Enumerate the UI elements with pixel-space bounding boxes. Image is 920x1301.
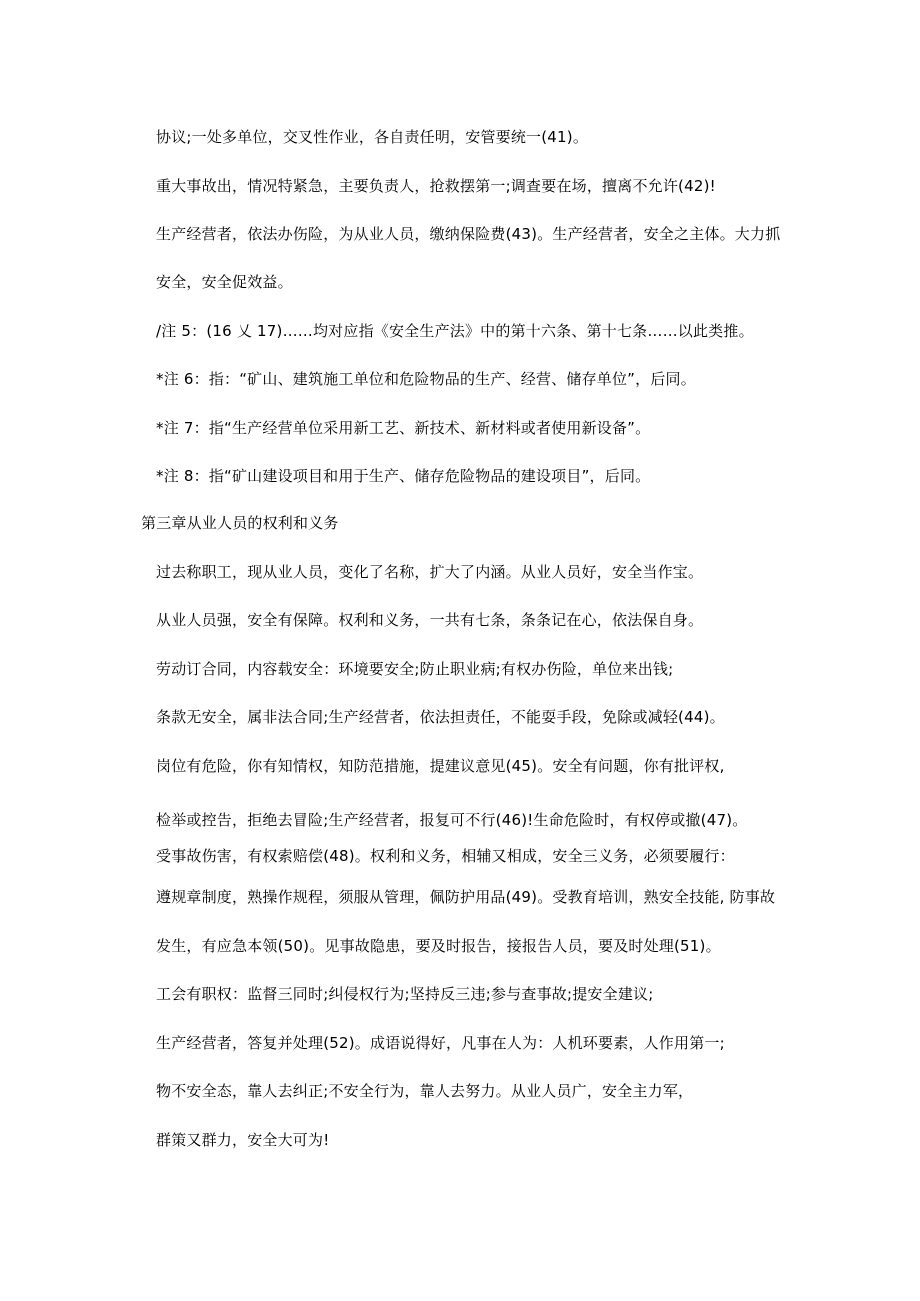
chapter-heading: 第三章从业人员的权利和义务 bbox=[141, 514, 339, 532]
text-line: 发生，有应急本领(50)。见事故隐患，要及时报告，接报告人员，要及时处理(51)。 bbox=[156, 937, 721, 955]
text-line: 检举或控告，拒绝去冒险;生产经营者，报复可不行(46)!生命危险时，有权停或撤(47)。 bbox=[156, 811, 748, 829]
text-line: 安全，安全促效益。 bbox=[156, 273, 293, 291]
text-line: 生产经营者，答复并处理(52)。成语说得好，凡事在人为：人机环要素，人作用第一; bbox=[156, 1034, 725, 1052]
text-line: 岗位有危险，你有知情权，知防范措施，提建议意见(45)。安全有问题，你有批评权, bbox=[156, 757, 725, 775]
text-line: 过去称职工，现从业人员，变化了名称，扩大了内涵。从业人员好，安全当作宝。 bbox=[156, 563, 704, 581]
text-line: 重大事故出，情况特紧急，主要负责人，抢救摆第一;调查要在场，擅离不允许(42)! bbox=[156, 177, 716, 195]
text-line: 受事故伤害，有权索赔偿(48)。权利和义务，相辅又相成，安全三义务，必须要履行： bbox=[156, 847, 735, 865]
note-line: *注 6：指：“矿山、建筑施工单位和危险物品的生产、经营、储存单位”，后同。 bbox=[156, 370, 696, 388]
text-line: 工会有职权：监督三同时;纠侵权行为;坚持反三违;参与查事故;提安全建议; bbox=[156, 985, 654, 1003]
text-line: 物不安全态，靠人去纠正;不安全行为，靠人去努力。从业人员广，安全主力军， bbox=[156, 1082, 694, 1100]
text-line: 劳动订合同，内容载安全：环境要安全;防止职业病;有权办伤险，单位来出钱; bbox=[156, 660, 674, 678]
note-line: *注 8：指“矿山建设项目和用于生产、储存危险物品的建设项目”，后同。 bbox=[156, 467, 651, 485]
note-line: /注 5：(16 乂 17)……均对应指《安全生产法》中的第十六条、第十七条……以此类推。 bbox=[156, 322, 754, 340]
note-line: *注 7：指“生产经营单位采用新工艺、新技术、新材料或者使用新设备”。 bbox=[156, 419, 651, 437]
text-line: 条款无安全，属非法合同;生产经营者，依法担责任，不能耍手段，免除或减轻(44)。 bbox=[156, 708, 725, 726]
text-line: 从业人员强，安全有保障。权利和义务，一共有七条，条条记在心，依法保自身。 bbox=[156, 611, 704, 629]
text-line: 群策又群力，安全大可为! bbox=[156, 1131, 330, 1149]
text-line: 生产经营者，依法办伤险，为从业人员，缴纳保险费(43)。生产经营者，安全之主体。大力抓 bbox=[156, 225, 781, 243]
text-line: 遵规章制度，熟操作规程，须服从管理，佩防护用品(49)。受教育培训，熟安全技能, 防事故 bbox=[156, 888, 776, 906]
text-line: 协议;一处多单位，交叉性作业，各自责任明，安管要统一(41)。 bbox=[156, 128, 589, 146]
